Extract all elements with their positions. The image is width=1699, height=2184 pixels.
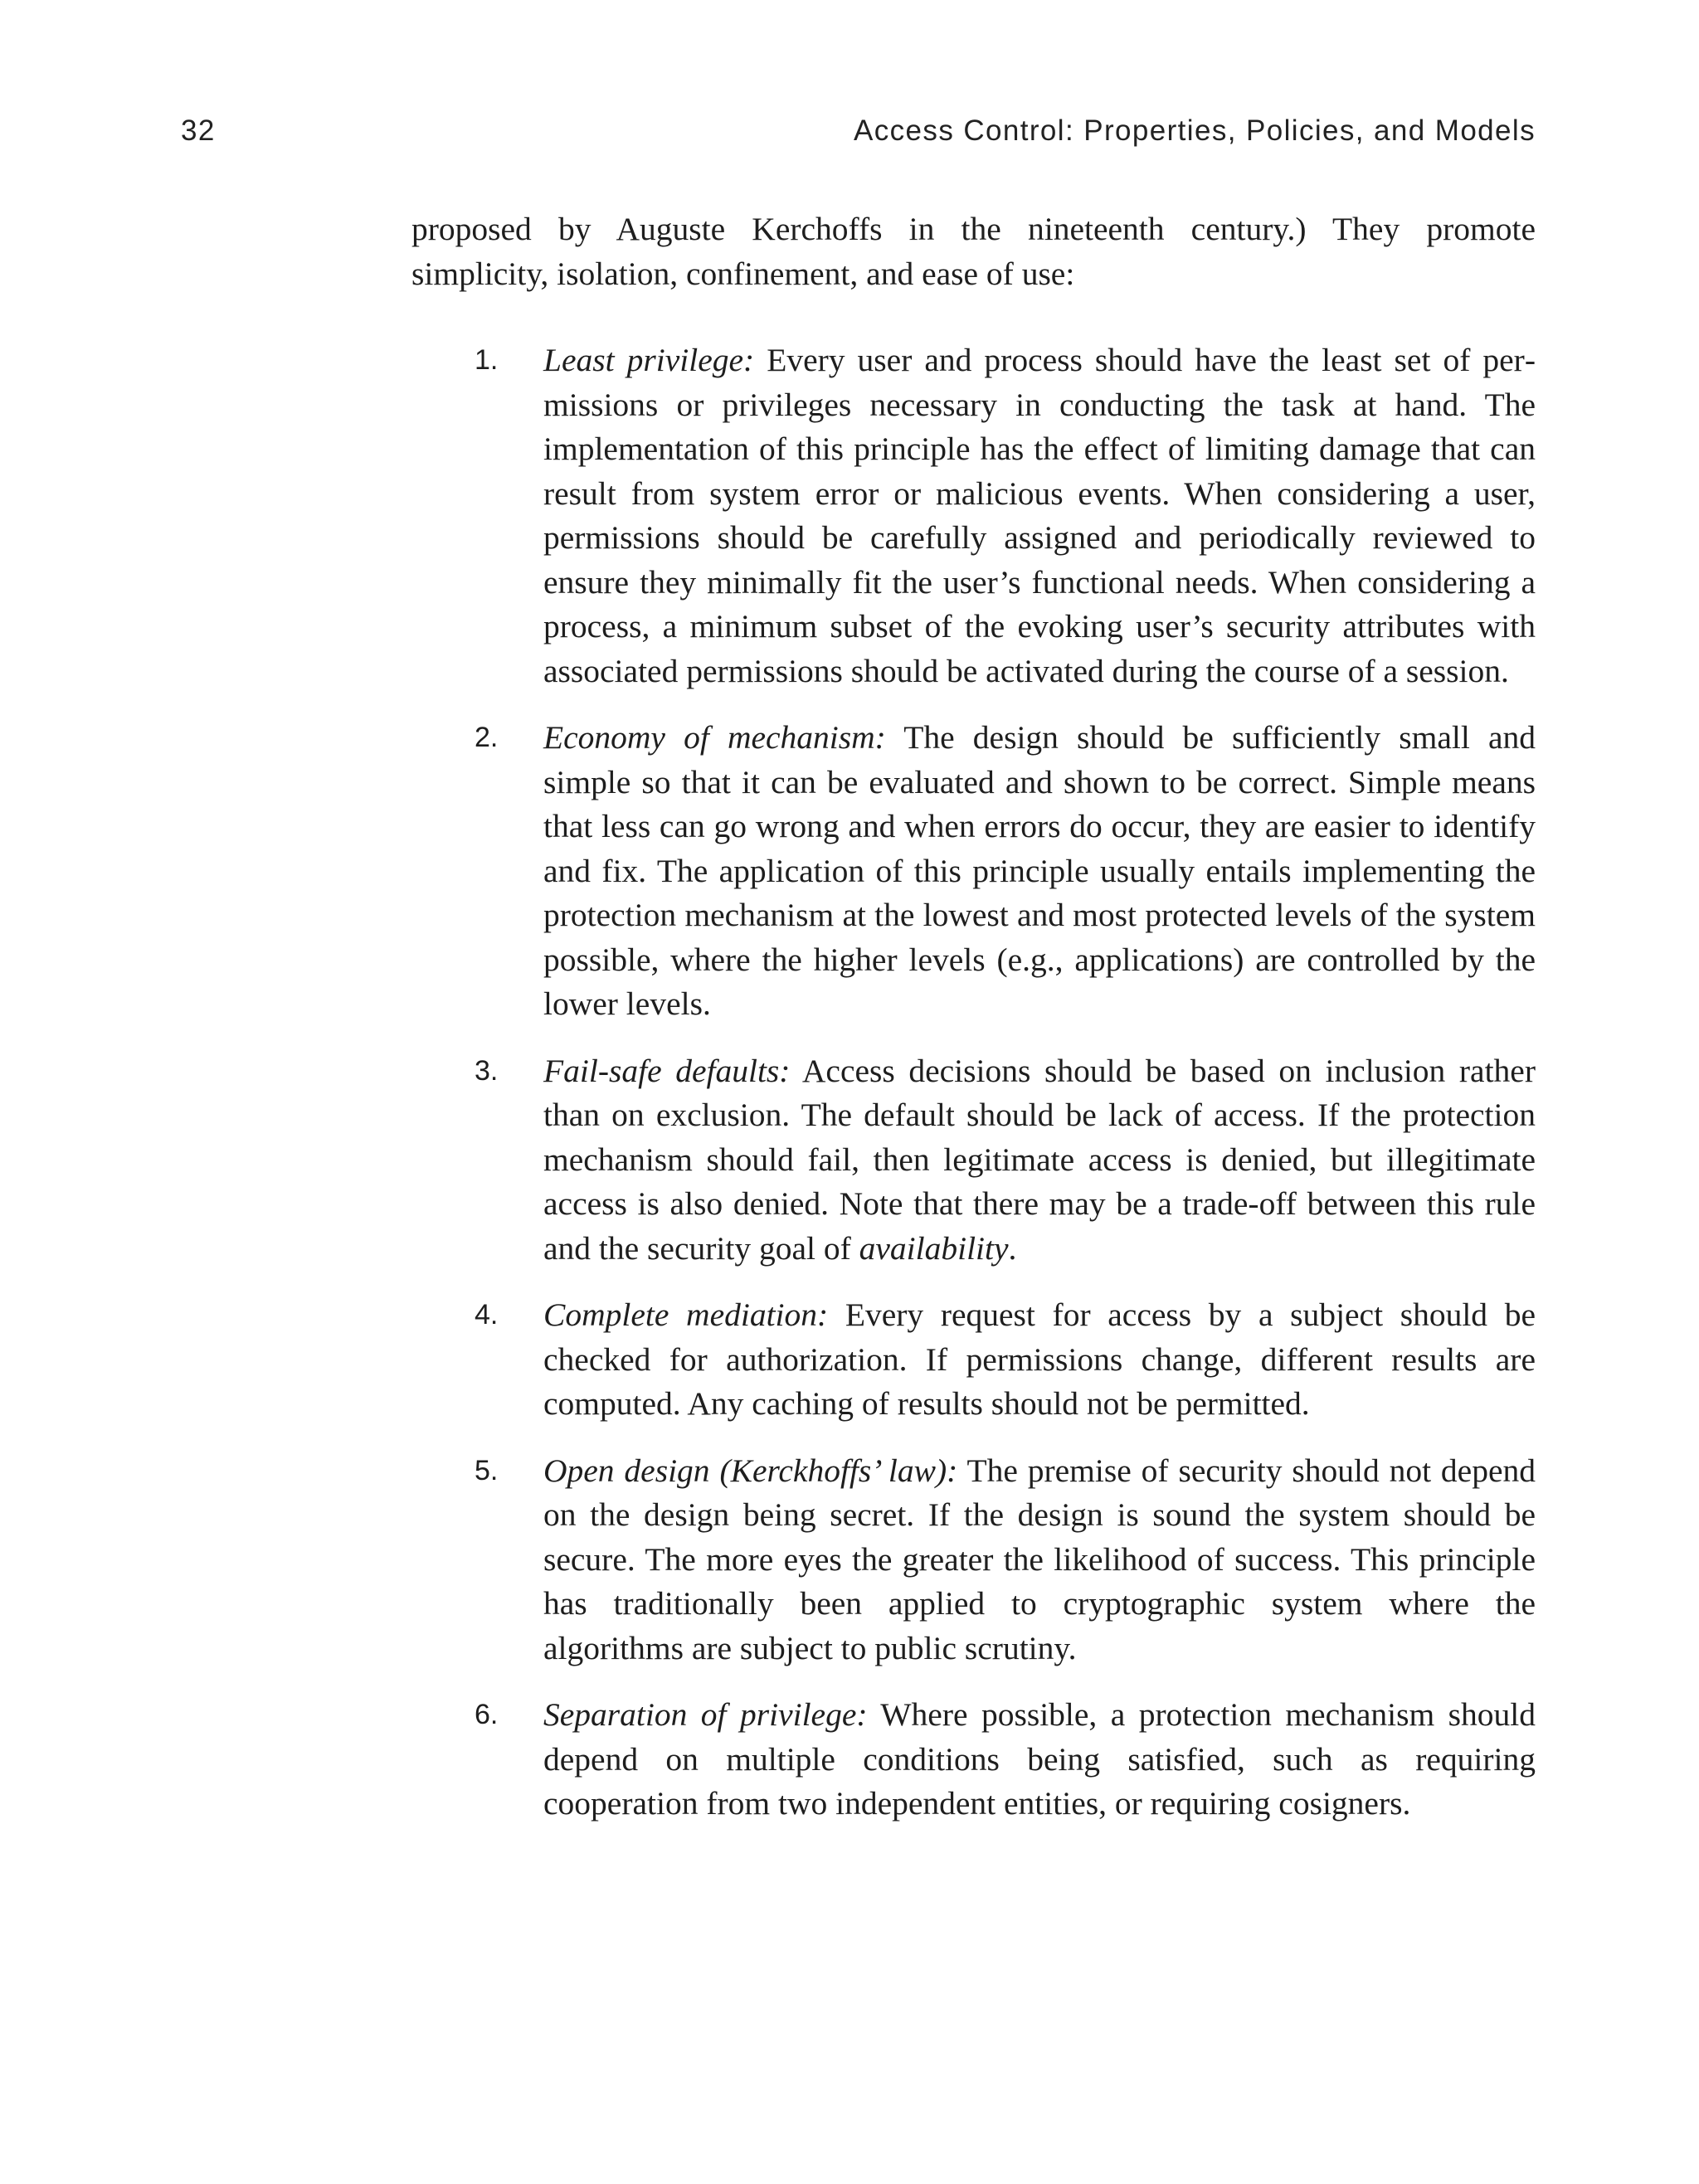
principle-description-end: . (1008, 1229, 1017, 1267)
principle-number: 5. (475, 1454, 499, 1486)
principle-text (543, 1449, 1536, 1671)
principle-name: Least privilege: (543, 342, 755, 378)
principle-description: The premise of security should not depend on the design being secret. If the design is sound the system should be secure. The more eyes the greater the likelihood of success. This principle has traditionally been applied to cryptographic system where the algorithms are subject to public scrutiny. (543, 1452, 1536, 1666)
principle-number: 2. (475, 722, 499, 753)
principle-text (543, 716, 1536, 1027)
principle-number: 6. (475, 1699, 499, 1730)
page-number: 32 (181, 114, 216, 147)
principle-name: Complete mediation: (543, 1296, 829, 1333)
principle-number: 1. (475, 344, 499, 376)
principle-description: Access decisions should be based on inclusion rather than on exclusion. The default should be lack of access. If the protection mechanism should fail, then legitimate access is denied, but illegitimate access is also denied. Note that there may be a trade-off between this rule and the security goal of (543, 1052, 1536, 1267)
principle-text (543, 1293, 1536, 1427)
principle-item-least-privilege (465, 338, 1536, 693)
principle-item-separation-of-privilege (465, 1693, 1536, 1826)
principle-text (543, 338, 1536, 693)
principle-name: Economy of mechanism: (543, 719, 886, 756)
intro-line: proposed by Auguste Kerchoffs in the nineteenth century.) They promote (411, 211, 1536, 247)
running-title: Access Control: Properties, Policies, and Models (854, 114, 1536, 147)
principle-name: Fail-safe defaults: (543, 1052, 791, 1089)
page-header (181, 114, 1536, 154)
principle-text (543, 1049, 1536, 1272)
principles-list (465, 338, 1536, 1849)
principle-name: Open design (Kerckhoffs’ law): (543, 1452, 958, 1489)
principle-item-economy-of-mechanism (465, 716, 1536, 1027)
principle-number: 4. (475, 1299, 499, 1330)
principle-item-complete-mediation (465, 1293, 1536, 1427)
principle-number: 3. (475, 1054, 499, 1087)
intro-line: simplicity, isolation, confinement, and ease of use: (411, 255, 1075, 292)
principle-description: Every request for access by a subject should be checked for authorization. If permissions change, different results are computed. Any caching of results should not be permitted. (543, 1296, 1536, 1422)
principle-item-open-design (465, 1449, 1536, 1671)
principle-description: The design should be sufficiently small and simple so that it can be evaluated and shown to be correct. Simple means that less can go wrong and when errors do occur, they are easier to identify and fix. The application of this principle usually entails implementing the protection mechanism at the lowest and most protected levels of the system possible, where the higher levels (e.g., applications) are controlled by the lower levels. (543, 719, 1536, 1022)
principle-text (543, 1693, 1536, 1826)
principle-description: Where possible, a protection mechanism should depend on multiple conditions being satisfied, such as requiring cooperation from two independent entities, or requiring cosigners. (543, 1696, 1536, 1822)
principle-item-fail-safe-defaults (465, 1049, 1536, 1272)
intro-paragraph (411, 207, 1536, 296)
principle-name: Separation of privilege: (543, 1696, 868, 1733)
principle-description: Every user and process should have the least set of permissions or privileges necessary in conducting the task at hand. The implementation of this principle has the effect of limiting damage that can result from system error or malicious events. When considering a user, permissions should be carefully assigned and periodically reviewed to ensure they minimally fit the user’s functional needs. When considering a process, a minimum subset of the evoking user’s security attributes with associated permissions should be activated during the course of a session. (543, 342, 1536, 689)
emphasized-term: availability (859, 1229, 1009, 1267)
